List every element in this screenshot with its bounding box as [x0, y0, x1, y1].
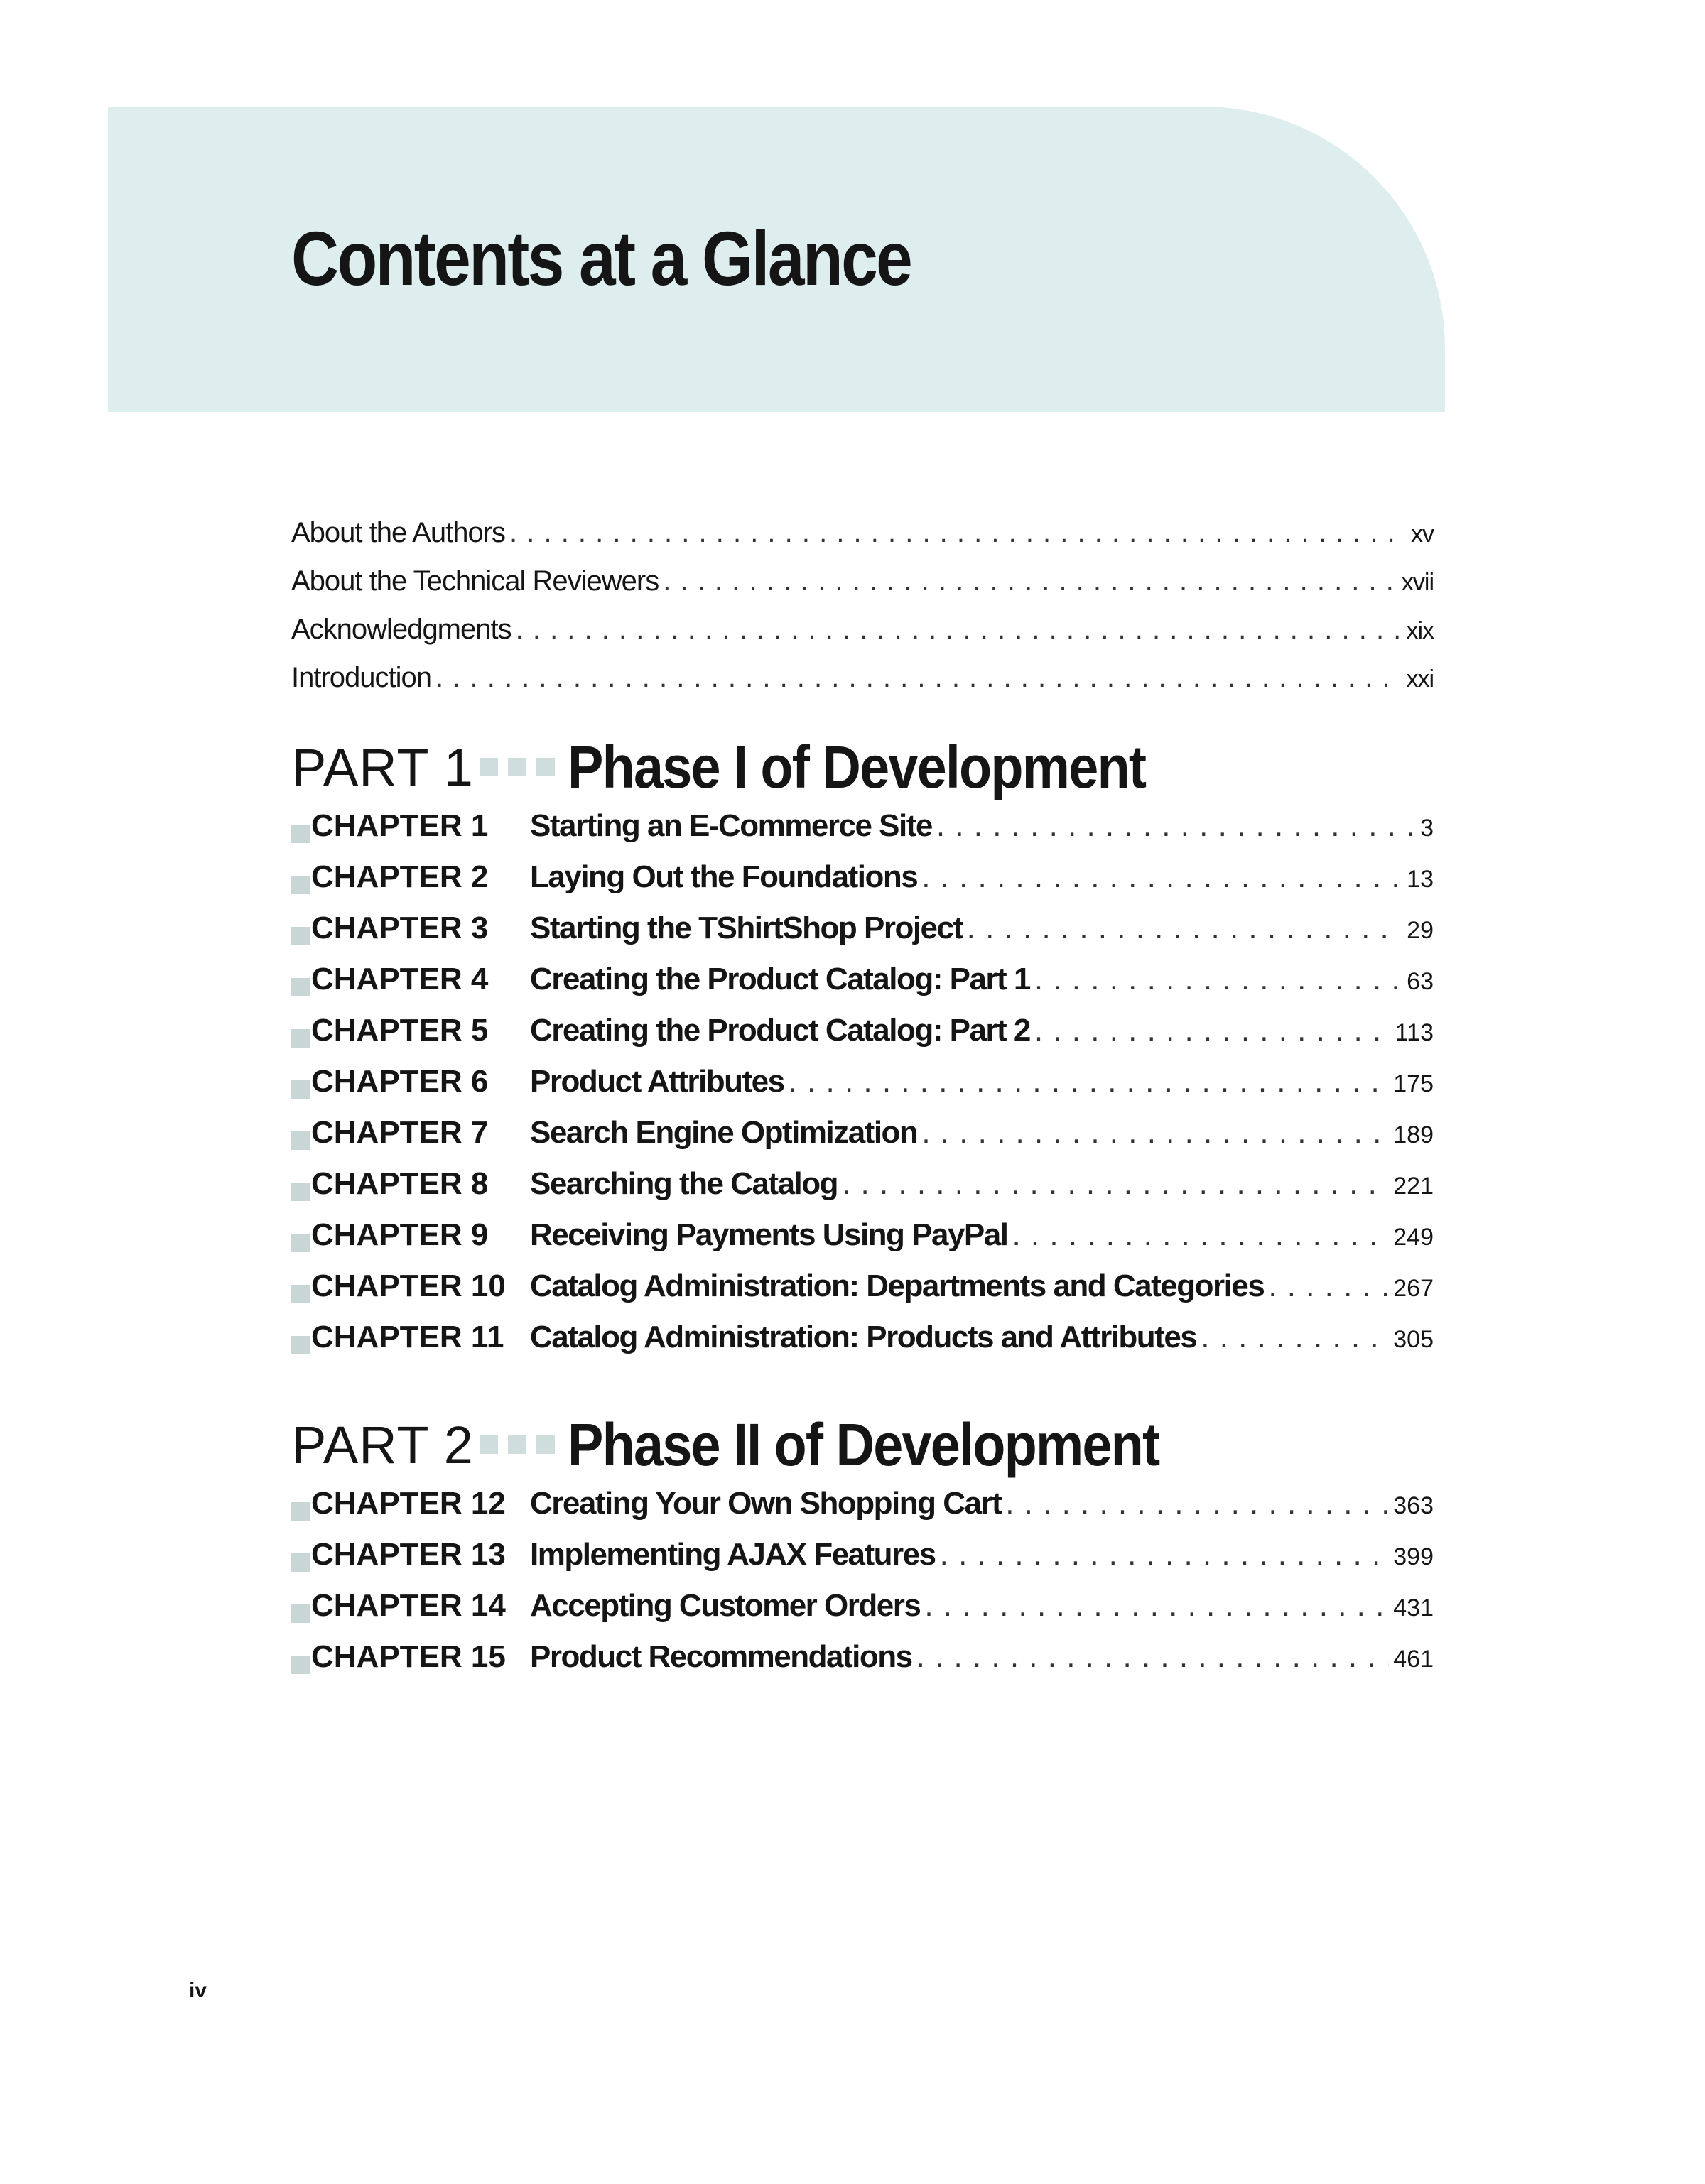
chapter-page: 399	[1393, 1543, 1434, 1570]
toc-entry-label: Introduction	[291, 662, 432, 693]
dot-leader	[936, 808, 1416, 844]
chapter-label: CHAPTER 12	[311, 1486, 506, 1521]
chapter-entry[interactable]	[291, 1268, 1434, 1320]
chapter-entry[interactable]	[291, 962, 1434, 1013]
page-number: iv	[189, 1979, 207, 2002]
chapter-entry[interactable]	[291, 1537, 1434, 1588]
dot-leader	[921, 859, 1402, 895]
chapter-label: CHAPTER 5	[311, 1013, 489, 1048]
chapter-label: CHAPTER 7	[311, 1115, 489, 1150]
dot-leader	[940, 1537, 1390, 1572]
square-bullet-icon	[291, 1234, 310, 1252]
chapter-title: Starting an E-Commerce Site	[530, 808, 932, 843]
toc-entry-page: xv	[1411, 521, 1434, 548]
part-label: PART 2	[291, 1415, 474, 1474]
square-bullet-icon	[291, 1336, 310, 1354]
chapter-page: 249	[1393, 1224, 1434, 1251]
chapter-entry[interactable]	[291, 859, 1434, 911]
square-bullets-icon	[480, 758, 555, 776]
chapter-page: 175	[1393, 1070, 1434, 1097]
toc-entry-introduction[interactable]	[291, 662, 1434, 710]
dot-leader	[921, 1115, 1389, 1151]
chapter-page: 113	[1395, 1019, 1434, 1046]
square-bullet-icon	[291, 1029, 310, 1048]
chapter-label: CHAPTER 8	[311, 1166, 489, 1201]
dot-leader	[435, 662, 1402, 694]
dot-leader	[1201, 1320, 1389, 1355]
chapter-title: Creating the Product Catalog: Part 2	[530, 1013, 1030, 1048]
toc-entry-label: About the Authors	[291, 517, 506, 548]
dot-leader	[516, 614, 1402, 646]
square-bullets-icon	[480, 1435, 555, 1454]
chapter-page: 13	[1407, 866, 1434, 893]
chapter-entry[interactable]	[291, 1166, 1434, 1217]
chapter-entry[interactable]	[291, 1639, 1434, 1690]
chapter-page: 363	[1393, 1492, 1434, 1519]
chapter-label: CHAPTER 14	[311, 1588, 506, 1623]
square-bullet-icon	[291, 1285, 310, 1303]
part-2-section	[291, 1409, 1434, 1690]
chapter-label: CHAPTER 13	[311, 1537, 506, 1572]
chapter-label: CHAPTER 6	[311, 1064, 489, 1099]
chapter-label: CHAPTER 4	[311, 962, 489, 996]
chapter-page: 461	[1393, 1646, 1434, 1673]
chapter-title: Search Engine Optimization	[530, 1115, 918, 1150]
square-bullet-icon	[291, 876, 310, 894]
part-heading[interactable]	[291, 732, 1434, 803]
chapter-page: 189	[1393, 1121, 1434, 1148]
part-title: Phase II of Development	[567, 1411, 1159, 1478]
toc-entry-about-authors[interactable]	[291, 517, 1434, 565]
square-bullet-icon	[291, 1553, 310, 1572]
chapter-page: 3	[1420, 815, 1434, 842]
chapter-page: 63	[1407, 968, 1434, 995]
toc-entry-page: xix	[1406, 617, 1434, 644]
chapter-title: Searching the Catalog	[530, 1166, 838, 1201]
chapter-entry[interactable]	[291, 1486, 1434, 1537]
chapter-list	[291, 808, 1434, 1371]
chapter-page: 267	[1393, 1275, 1434, 1302]
chapter-entry[interactable]	[291, 1217, 1434, 1268]
chapter-title: Creating the Product Catalog: Part 1	[530, 962, 1030, 996]
chapter-label: CHAPTER 1	[311, 808, 489, 843]
square-bullet-icon	[291, 1502, 310, 1521]
square-bullet-icon	[291, 927, 310, 945]
toc-entry-technical-reviewers[interactable]	[291, 565, 1434, 614]
dot-leader	[1012, 1217, 1389, 1253]
dot-leader	[1005, 1486, 1389, 1521]
chapter-label: CHAPTER 3	[311, 911, 489, 945]
chapter-title: Product Recommendations	[530, 1639, 912, 1674]
square-bullet-icon	[291, 1183, 310, 1201]
chapter-entry[interactable]	[291, 1064, 1434, 1115]
toc-entry-label: About the Technical Reviewers	[291, 565, 659, 597]
chapter-title: Catalog Administration: Departments and Categories	[530, 1268, 1265, 1303]
part-label: PART 1	[291, 737, 474, 797]
dot-leader	[663, 565, 1397, 597]
chapter-page: 431	[1393, 1594, 1434, 1621]
toc-entry-page: xxi	[1406, 665, 1434, 692]
dot-leader	[916, 1639, 1390, 1675]
chapter-entry[interactable]	[291, 1320, 1434, 1371]
chapter-list	[291, 1486, 1434, 1690]
chapter-label: CHAPTER 2	[311, 859, 489, 894]
chapter-page: 29	[1407, 917, 1434, 944]
chapter-entry[interactable]	[291, 1115, 1434, 1166]
chapter-page: 305	[1393, 1326, 1434, 1353]
chapter-entry[interactable]	[291, 1588, 1434, 1639]
front-matter-list	[291, 517, 1434, 710]
dot-leader	[924, 1588, 1389, 1624]
chapter-title: Creating Your Own Shopping Cart	[530, 1486, 1002, 1521]
chapter-title: Laying Out the Foundations	[530, 859, 918, 894]
chapter-title: Implementing AJAX Features	[530, 1537, 936, 1572]
square-bullet-icon	[291, 1604, 310, 1623]
chapter-title: Accepting Customer Orders	[530, 1588, 921, 1623]
square-bullet-icon	[291, 1131, 310, 1150]
chapter-label: CHAPTER 9	[311, 1217, 489, 1252]
dot-leader	[967, 911, 1403, 946]
square-bullet-icon	[291, 825, 310, 843]
chapter-entry[interactable]	[291, 911, 1434, 962]
dot-leader	[509, 517, 1407, 549]
chapter-label: CHAPTER 11	[311, 1320, 504, 1354]
chapter-title: Starting the TShirtShop Project	[530, 911, 963, 945]
chapter-title: Product Attributes	[530, 1064, 784, 1099]
dot-leader	[1034, 962, 1402, 997]
dot-leader	[842, 1166, 1389, 1202]
toc-entry-acknowledgments[interactable]	[291, 614, 1434, 662]
chapter-label: CHAPTER 15	[311, 1639, 506, 1674]
part-title: Phase I of Development	[567, 733, 1146, 800]
chapter-title: Receiving Payments Using PayPal	[530, 1217, 1008, 1252]
part-heading[interactable]	[291, 1409, 1434, 1480]
part-1-section	[291, 732, 1434, 1371]
toc-entry-page: xvii	[1401, 569, 1434, 596]
dot-leader	[1034, 1013, 1391, 1048]
square-bullet-icon	[291, 1080, 310, 1099]
toc-entry-label: Acknowledgments	[291, 614, 512, 645]
page-title: Contents at a Glance	[291, 215, 911, 301]
dot-leader	[789, 1064, 1390, 1099]
chapter-title: Catalog Administration: Products and Attributes	[530, 1320, 1197, 1354]
chapter-label: CHAPTER 10	[311, 1268, 506, 1303]
square-bullet-icon	[291, 978, 310, 996]
dot-leader	[1268, 1268, 1389, 1304]
chapter-page: 221	[1393, 1173, 1434, 1200]
square-bullet-icon	[291, 1656, 310, 1674]
chapter-entry[interactable]	[291, 808, 1434, 859]
chapter-entry[interactable]	[291, 1013, 1434, 1064]
